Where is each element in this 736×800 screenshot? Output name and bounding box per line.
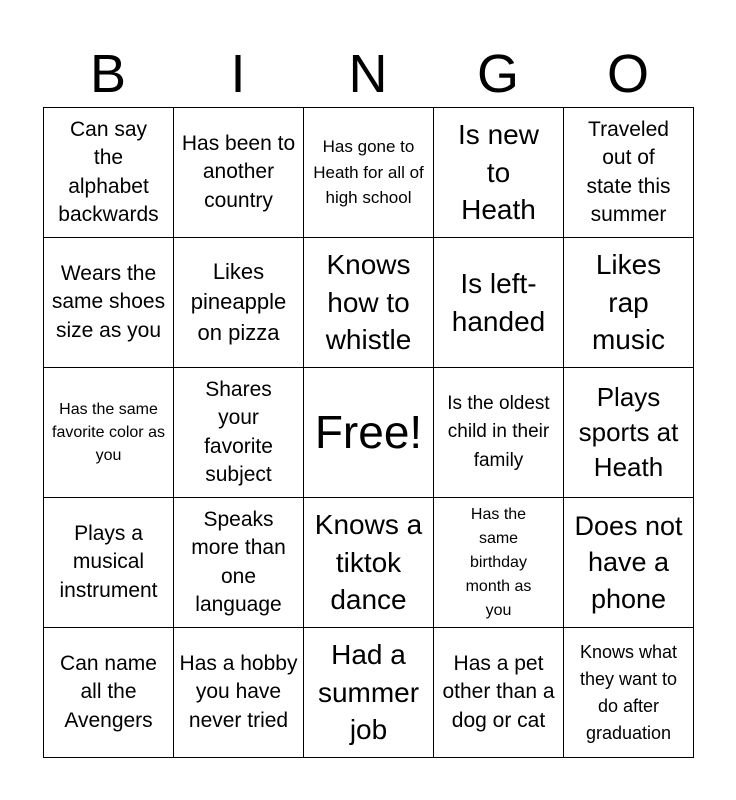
bingo-cell-r3c2[interactable]: [174, 368, 304, 498]
cell-text: Has a hobby you have never tried: [179, 651, 298, 732]
cell-text: Knows how to whistle: [325, 248, 412, 356]
bingo-cell-r3c4[interactable]: [434, 368, 564, 498]
bingo-cell-free[interactable]: [304, 368, 434, 498]
bingo-cell-r2c3[interactable]: [304, 238, 434, 368]
cell-text: Is left-handed: [451, 267, 546, 337]
bingo-cell-r1c4[interactable]: [434, 108, 564, 238]
bingo-cell-r4c1[interactable]: [44, 498, 174, 628]
cell-text: Is the oldest child in their family: [447, 392, 550, 471]
cell-text: Likes pineapple on pizza: [190, 258, 287, 345]
header-letter-i: I: [230, 44, 246, 104]
cell-text: Wears the same shoes size as you: [51, 261, 166, 342]
bingo-cell-r5c2[interactable]: [174, 628, 304, 758]
bingo-cell-r2c4[interactable]: [434, 238, 564, 368]
cell-text: Has the same favorite color as you: [52, 400, 165, 465]
bingo-cell-r1c2[interactable]: [174, 108, 304, 238]
header-letter-g: G: [476, 44, 519, 104]
bingo-cell-r4c5[interactable]: [564, 498, 694, 628]
cell-text: Shares your favorite subject: [204, 377, 273, 486]
cell-text: Traveled out of state this summer: [586, 117, 671, 226]
cell-text: Knows what they want to do after graduation: [579, 641, 678, 743]
cell-text: Speaks more than one language: [191, 507, 286, 616]
bingo-cell-r1c1[interactable]: [44, 108, 174, 238]
header-letter-b: B: [89, 44, 127, 104]
bingo-cell-r4c3[interactable]: [304, 498, 434, 628]
bingo-cell-r2c2[interactable]: [174, 238, 304, 368]
cell-text: Plays a musical instrument: [59, 521, 158, 602]
bingo-cell-r3c5[interactable]: [564, 368, 694, 498]
bingo-cell-r2c5[interactable]: [564, 238, 694, 368]
cell-text: Plays sports at Heath: [578, 381, 679, 483]
cell-text: Has a pet other than a dog or cat: [442, 651, 555, 732]
cell-text: Likes rap music: [591, 248, 666, 356]
cell-text: Can name all the Avengers: [60, 651, 157, 732]
header-letter-o: O: [606, 44, 649, 104]
bingo-cell-r4c4[interactable]: [434, 498, 564, 628]
cell-text: Had a summer job: [317, 638, 420, 746]
bingo-cell-r5c5[interactable]: [564, 628, 694, 758]
cell-text: Can say the alphabet backwards: [58, 117, 159, 226]
bingo-cell-r5c4[interactable]: [434, 628, 564, 758]
bingo-cell-r4c2[interactable]: [174, 498, 304, 628]
bingo-cell-r2c1[interactable]: [44, 238, 174, 368]
cell-text: Has been to another country: [181, 131, 296, 212]
cell-text: Is new to Heath: [458, 118, 539, 226]
bingo-board: [43, 107, 694, 758]
bingo-cell-r3c1[interactable]: [44, 368, 174, 498]
cell-text: Does not have a phone: [574, 510, 683, 614]
cell-text: Knows a tiktok dance: [314, 508, 423, 616]
cell-text: Has gone to Heath for all of high school: [313, 137, 424, 208]
free-space-text: Free!: [314, 406, 423, 459]
header-letter-n: N: [348, 44, 388, 104]
bingo-cell-r5c3[interactable]: [304, 628, 434, 758]
cell-text: Has the same birthday month as you: [465, 505, 532, 619]
bingo-header: [43, 40, 693, 108]
bingo-cell-r5c1[interactable]: [44, 628, 174, 758]
bingo-cell-r1c5[interactable]: [564, 108, 694, 238]
bingo-cell-r1c3[interactable]: [304, 108, 434, 238]
